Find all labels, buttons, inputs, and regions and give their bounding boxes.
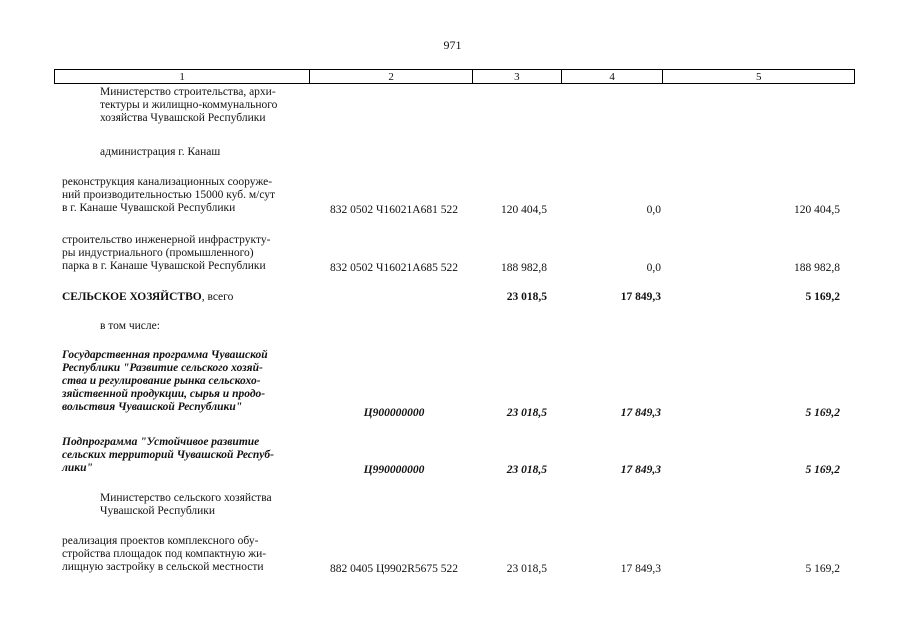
row-name: Министерство строительства, архи- тектуры и жилищно-коммунального хозяйства Чувашской Республики — [100, 86, 278, 124]
row-col4: 0,0 — [646, 262, 661, 274]
row-col3: 23 018,5 — [506, 563, 547, 575]
row-code: 882 0405 Ц9902R5675 522 — [329, 563, 459, 575]
row-col5: 5 169,2 — [805, 291, 840, 303]
row-name: реконструкция канализационных сооруже- ний производительностью 15000 куб. м/сут в г. Канаше Чувашской Республики — [62, 176, 276, 214]
row-col5: 5 169,2 — [805, 407, 840, 419]
row-col3: 120 404,5 — [501, 204, 547, 216]
row-col3: 188 982,8 — [501, 262, 547, 274]
header-col-5: 5 — [755, 70, 762, 83]
row-col4: 17 849,3 — [620, 407, 661, 419]
table-header — [54, 69, 855, 84]
row-name: Государственная программа Чувашской Республики "Развитие сельского хозяй- ства и регулирование рынка сельскохо- зяйственной продукции, сырья и продо- вольствия Чувашской Республики" — [62, 349, 268, 413]
header-col-2: 2 — [310, 70, 473, 83]
row-name: строительство инженерной инфраструкту- ры индустриального (промышленного) парка в г. Канаше Чувашской Республики — [62, 234, 271, 272]
row-col5: 5 169,2 — [805, 563, 840, 575]
row-col5: 5 169,2 — [805, 464, 840, 476]
row-name: Министерство сельского хозяйства Чувашской Республики — [100, 492, 272, 517]
row-col4: 17 849,3 — [620, 563, 661, 575]
section-title: СЕЛЬСКОЕ ХОЗЯЙСТВО — [62, 291, 202, 303]
row-name: в том числе: — [100, 320, 160, 332]
section-title-suffix: , всего — [201, 291, 234, 303]
row-col3: 23 018,5 — [506, 407, 547, 419]
row-col4: 17 849,3 — [620, 464, 661, 476]
row-name — [62, 291, 304, 304]
row-name: реализация проектов комплексного обу- стройства площадок под компактную жи- лищную застройку в сельской местности — [62, 535, 267, 573]
row-col5: 188 982,8 — [794, 262, 840, 274]
row-col3: 23 018,5 — [506, 464, 547, 476]
row-code: Ц990000000 — [363, 464, 425, 476]
header-col-3: 3 — [473, 70, 562, 83]
header-col-4: 4 — [562, 70, 664, 83]
row-code: 832 0502 Ч16021А685 522 — [330, 262, 458, 274]
header-col-1: 1 — [55, 70, 310, 83]
row-name: администрация г. Канаш — [100, 146, 221, 158]
page-number: 971 — [443, 38, 462, 52]
row-code: Ц900000000 — [363, 407, 425, 419]
row-col3: 23 018,5 — [506, 291, 547, 303]
row-col4: 17 849,3 — [620, 291, 661, 303]
row-code: 832 0502 Ч16021А681 522 — [330, 204, 458, 216]
row-col4: 0,0 — [646, 204, 661, 216]
row-name: Подпрограмма "Устойчивое развитие сельских территорий Чувашской Респуб- лики" — [62, 436, 274, 474]
row-col5: 120 404,5 — [794, 204, 840, 216]
